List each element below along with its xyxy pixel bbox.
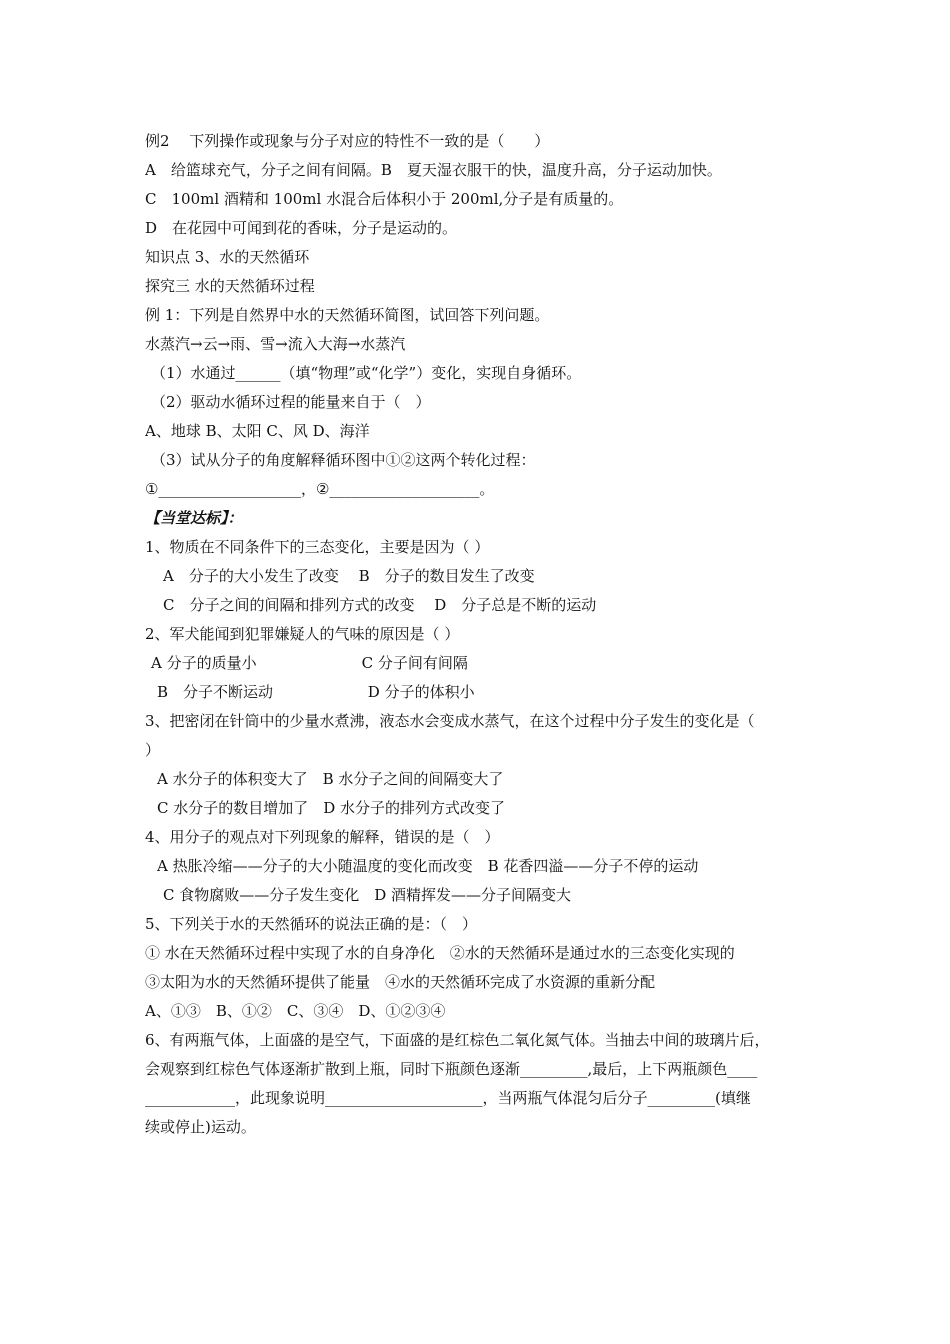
question-1-options-ab: A 分子的大小发生了改变 B 分子的数目发生了改变 xyxy=(163,567,535,585)
section-heading-practice: 【当堂达标】： xyxy=(145,509,243,527)
sub-question-3: （3）试从分子的角度解释循环图中①②这两个转化过程： xyxy=(151,451,536,469)
question-5-statements-3-4: ③太阳为水的天然循环提供了能量 ④水的天然循环完成了水资源的重新分配 xyxy=(145,973,656,991)
question-4-options-cd: C 食物腐败——分子发生变化 D 酒精挥发——分子间隔变大 xyxy=(163,886,572,904)
question-6-continued-3: 续或停止)运动。 xyxy=(145,1118,256,1136)
question-2: 2、军犬能闻到犯罪嫌疑人的气味的原因是（ ） xyxy=(145,625,460,643)
water-cycle-diagram-text: 水蒸汽→云→雨、雪→流入大海→水蒸汽 xyxy=(145,335,406,353)
question-5-options: A、①③ B、①② C、③④ D、①②③④ xyxy=(145,1002,446,1020)
sub-question-3-blanks: ①___________________，②____________________。 xyxy=(145,480,495,498)
question-3-options-ab: A 水分子的体积变大了 B 水分子之间的间隔变大了 xyxy=(157,770,504,788)
question-5-statements-1-2: ① 水在天然循环过程中实现了水的自身净化 ②水的天然循环是通过水的三态变化实现的 xyxy=(145,944,735,962)
question-2-options-bd: B 分子不断运动 D 分子的体积小 xyxy=(157,683,475,701)
question-3-continued: ） xyxy=(145,741,161,759)
document-page xyxy=(145,127,825,1142)
question-6-continued-2: ____________，此现象说明_____________________，当两瓶气体混匀后分子_________(填继 xyxy=(145,1089,751,1107)
sub-question-1: （1）水通过______（填“物理”或“化学”）变化，实现自身循环。 xyxy=(151,364,582,382)
example-2-option-d: D 在花园中可闻到花的香味，分子是运动的。 xyxy=(145,219,458,237)
example-2-option-a-b: A 给篮球充气，分子之间有间隔。B 夏天湿衣服干的快，温度升高，分子运动加快。 xyxy=(145,161,722,179)
inquiry-heading: 探究三 水的天然循环过程 xyxy=(145,277,315,295)
example-2-question: 例2 下列操作或现象与分子对应的特性不一致的是（ ） xyxy=(145,132,550,150)
sub-question-2-options: A、地球 B、太阳 C、风 D、海洋 xyxy=(145,422,370,440)
question-5: 5、下列关于水的天然循环的说法正确的是：（ ） xyxy=(145,915,478,933)
question-6-continued-1: 会观察到红棕色气体逐渐扩散到上瓶，同时下瓶颜色逐渐_________,最后，上下两瓶颜色____ xyxy=(145,1060,758,1078)
question-3-options-cd: C 水分子的数目增加了 D 水分子的排列方式改变了 xyxy=(157,799,506,817)
example-1-question: 例 1：下列是自然界中水的天然循环简图，试回答下列问题。 xyxy=(145,306,550,324)
question-6: 6、有两瓶气体，上面盛的是空气，下面盛的是红棕色二氧化氮气体。当抽去中间的玻璃片后， xyxy=(145,1031,770,1049)
question-3: 3、把密闭在针筒中的少量水煮沸，液态水会变成水蒸气，在这个过程中分子发生的变化是（ xyxy=(145,712,755,730)
question-2-options-ac: A 分子的质量小 C 分子间有间隔 xyxy=(151,654,468,672)
question-1-options-cd: C 分子之间的间隔和排列方式的改变 D 分子总是不断的运动 xyxy=(163,596,597,614)
knowledge-point-heading: 知识点 3、水的天然循环 xyxy=(145,248,310,266)
example-2-option-c: C 100ml 酒精和 100ml 水混合后体积小于 200ml,分子是有质量的。 xyxy=(145,190,624,208)
question-4-options-ab: A 热胀冷缩——分子的大小随温度的变化而改变 B 花香四溢——分子不停的运动 xyxy=(157,857,699,875)
question-1: 1、物质在不同条件下的三态变化，主要是因为（ ） xyxy=(145,538,490,556)
question-4: 4、用分子的观点对下列现象的解释，错误的是（ ） xyxy=(145,828,500,846)
sub-question-2: （2）驱动水循环过程的能量来自于（ ） xyxy=(151,393,431,411)
